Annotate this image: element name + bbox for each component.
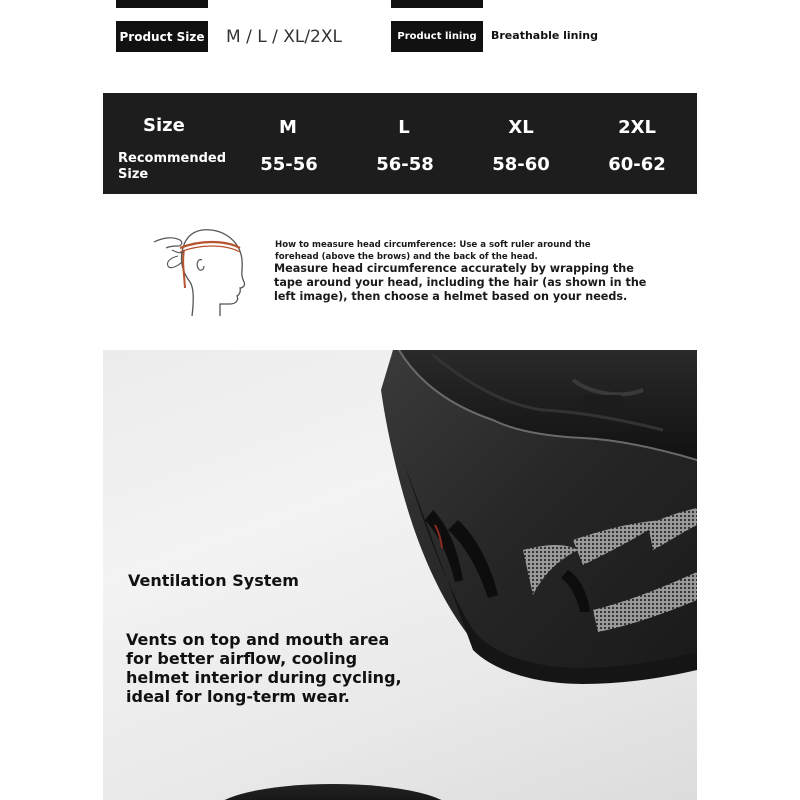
helmet-photo	[103, 350, 697, 800]
size-col-2xl: 2XL	[618, 117, 656, 138]
size-range-xl: 58-60	[492, 154, 550, 175]
product-lining-value: Breathable lining	[491, 29, 598, 42]
product-lining-label: Product lining	[391, 21, 483, 52]
size-table	[103, 93, 697, 194]
ventilation-description: Vents on top and mouth area for better airflow, cooling helmet interior during cycling, ideal for long-term wear.	[126, 630, 402, 706]
spec-label-cut-left	[116, 0, 208, 8]
measure-instruction-long: Measure head circumference accurately by wrapping the tape around your head, including the hair (as shown in the left image), then choose a helmet based on your needs.	[274, 262, 647, 304]
head-measurement-illustration	[150, 222, 250, 317]
size-range-2xl: 60-62	[608, 154, 666, 175]
ventilation-title: Ventilation System	[128, 571, 299, 590]
spec-label-cut-right	[391, 0, 483, 8]
size-col-xl: XL	[508, 117, 534, 138]
size-range-l: 56-58	[376, 154, 434, 175]
measure-instruction-short: How to measure head circumference: Use a soft ruler around the forehead (above the brows) and the back of the head.	[275, 240, 591, 262]
size-header-label: Size	[143, 115, 185, 136]
product-size-value: M / L / XL/2XL	[226, 27, 342, 47]
product-size-label: Product Size	[116, 21, 208, 52]
recommended-size-label: Recommended Size	[118, 151, 227, 182]
size-range-m: 55-56	[260, 154, 318, 175]
size-col-l: L	[398, 117, 410, 138]
size-col-m: M	[279, 117, 297, 138]
